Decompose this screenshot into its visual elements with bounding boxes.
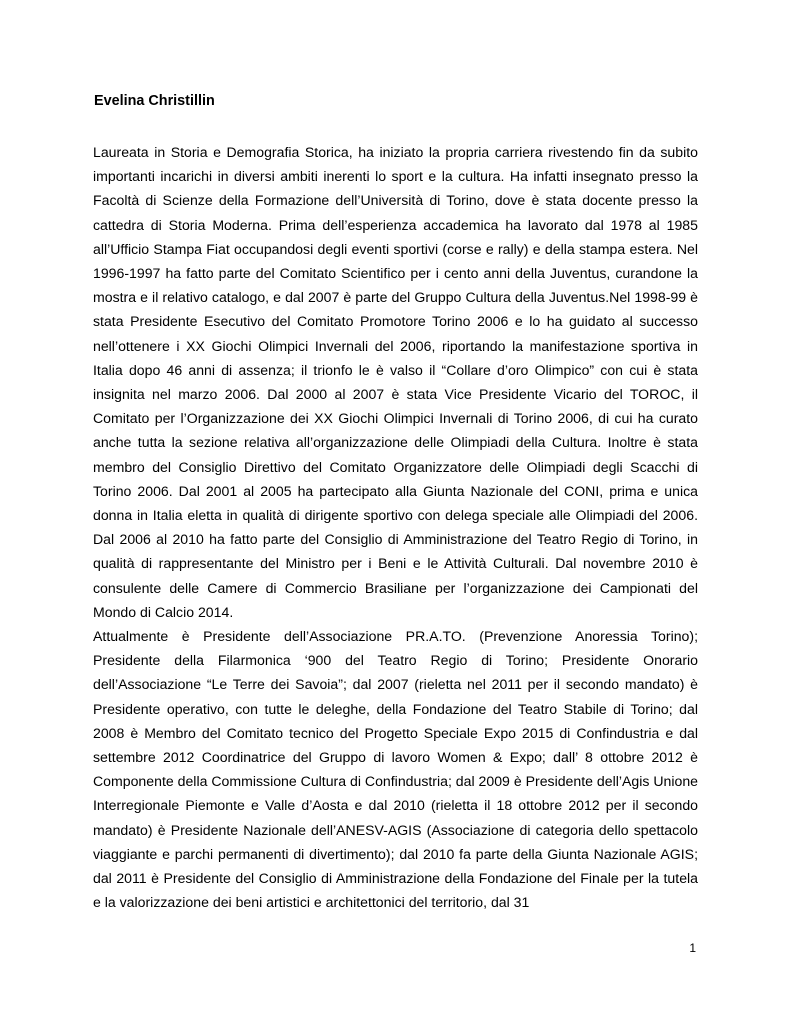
paragraph-current-roles: Attualmente è Presidente dell’Associazione PR.A.TO. (Prevenzione Anoressia Torino); Presidente della Filarmonica ‘900 del Teatro Regio di Torino; Presidente Onorario dell’Associazione “Le Terre dei Savoia”; dal 2007 (rieletta nel 2011 per il secondo mandato) è Presidente operativo, con tutte le deleghe, della Fondazione del Teatro Stabile di Torino; dal 2008 è Membro del Comitato tecnico del Progetto Speciale Expo 2015 di Confindustria e dal settembre 2012 Coordinatrice del Gruppo di lavoro Women & Expo; dall’ 8 ottobre 2012 è Componente della Commissione Cultura di Confindustria; dal 2009 è Presidente dell’Agis Unione Interregionale Piemonte e Valle d’Aosta e dal 2010 (rieletta il 18 ottobre 2012 per il secondo mandato) è Presidente Nazionale dell’ANESV-AGIS (Associazione di categoria dello spettacolo viaggiante e parchi permanenti di divertimento); dal 2010 fa parte della Giunta Nazionale AGIS; dal 2011 è Presidente del Consiglio di Amministrazione della Fondazione del Finale per la tutela e la valorizzazione dei beni artistici e architettonici del territorio, dal 31 — [93, 628, 698, 911]
paragraph-career: Laureata in Storia e Demografia Storica, ha iniziato la propria carriera rivestendo fin da subito importanti incarichi in diversi ambiti inerenti lo sport e la cultura. Ha infatti insegnato presso la Facoltà di Scienze della Formazione dell’Università di Torino, dove è stata docente presso la cattedra di Storia Moderna. Prima dell’esperienza accademica ha lavorato dal 1978 al 1985 all’Ufficio Stampa Fiat occupandosi degli eventi sportivi (corse e rally) e della stampa estera. Nel 1996-1997 ha fatto parte del Comitato Scientifico per i cento anni della Juventus, curandone la mostra e il relativo catalogo, e dal 2007 è parte del Gruppo Cultura della Juventus.Nel 1998-99 è stata Presidente Esecutivo del Comitato Promotore Torino 2006 e lo ha guidato al successo nell’ottenere i XX Giochi Olimpici Invernali del 2006, riportando la manifestazione sportiva in Italia dopo 46 anni di assenza; il trionfo le è valso il “Collare d’oro Olimpico” con cui è stata insignita nel marzo 2006. Dal 2000 al 2007 è stata Vice Presidente Vicario del TOROC, il Comitato per l’Organizzazione dei XX Giochi Olimpici Invernali di Torino 2006, di cui ha curato anche tutta la sezione relativa all’organizzazione delle Olimpiadi della Cultura. Inoltre è stata membro del Consiglio Direttivo del Comitato Organizzatore delle Olimpiadi degli Scacchi di Torino 2006. Dal 2001 al 2005 ha partecipato alla Giunta Nazionale del CONI, prima e unica donna in Italia eletta in qualità di dirigente sportivo con delega speciale alle Olimpiadi del 2006. Dal 2006 al 2010 ha fatto parte del Consiglio di Amministrazione del Teatro Regio di Torino, in qualità di rappresentante del Ministro per i Beni e le Attività Culturali. Dal novembre 2010 è consulente delle Camere di Commercio Brasiliane per l’organizzazione dei Campionati del Mondo di Calcio 2014. — [93, 144, 698, 620]
document-body — [93, 140, 698, 915]
document-title: Evelina Christillin — [94, 93, 215, 109]
page-number: 1 — [689, 941, 696, 955]
